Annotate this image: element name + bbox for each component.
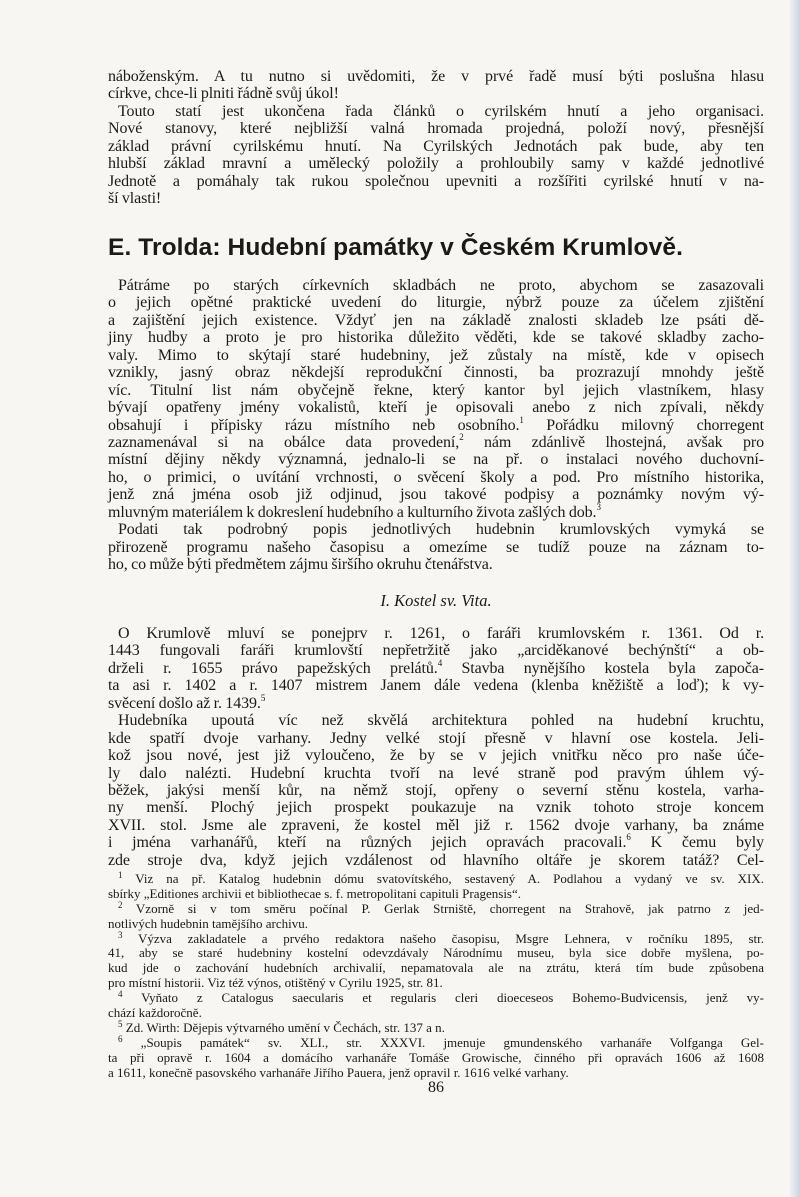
text-line: Pátráme po starých církevních skladbách ne proto, abychom se zasazovali [118, 277, 764, 294]
text-segment: mluvným materiálem k dokreslení hudebního a kulturního života zašlých dob. [108, 503, 597, 521]
footnote-1 [108, 872, 764, 887]
footnote-ref[interactable]: 6 [626, 832, 631, 843]
text-line [108, 501, 764, 521]
footnotes [108, 872, 764, 1080]
text-line [108, 834, 764, 851]
footnote-number: 5 [118, 1018, 123, 1029]
text-line: valy. Mimo to skýtají staré hudebniny, jež zůstaly na místě, kde v opisech [108, 346, 764, 364]
text-line: ší vlasti! [108, 190, 162, 208]
text-segment: i jména varhanářů, kteří na různých jejich opravách pracovali. [108, 834, 627, 852]
text-line: O Krumlově mluví se ponejprv r. 1261, o faráři krumlovském r. 1361. Od r. [118, 625, 764, 642]
text-segment: K čemu byly [650, 834, 764, 852]
footnote-6 [108, 1033, 764, 1051]
text-line: jenž zná jména osob již odjinud, jsou takové podpisy a poznámky novým vý- [108, 486, 764, 504]
article-intro [108, 277, 764, 573]
text-line: církve, chce-li plniti řádně svůj úkol! [108, 85, 339, 103]
footnote-text: Vzorně si v tom směru počínal P. Gerlak Strniště, chorregent na Strahově, jak patrno z jed- [135, 900, 765, 916]
text-segment: drželi r. 1655 právo papežských prelátů. [108, 659, 438, 677]
footnote-5 [108, 1018, 764, 1036]
footnote-number: 1 [118, 870, 123, 880]
text-line: ny menší. Plochý jejich prospekt poukazuje na vznik tohoto stroje koncem [108, 799, 764, 817]
page-edge [790, 0, 800, 1197]
footnote-4 [108, 991, 764, 1006]
footnote-line: sbírky „Editiones archivii et bibliothecae s. f. metropolitani capituli Pragensis“. [108, 885, 522, 901]
text-line: kde spatří dvoje varhany. Jedny velké stojí přesně v hlavní ose kostela. Jeli- [108, 729, 764, 747]
footnote-text: Výzva zakladatele a prvého redaktora našeho časopisu, Msgre Lehnera, v ročníku 1895, str. [137, 930, 765, 946]
footnote-ref[interactable]: 4 [437, 657, 443, 668]
text-line: hlubší základ mravní a umělecký položily a prohloubily samy v každé jednotlivé [108, 155, 764, 173]
text-segment: Stavba nynějšího kostela byla započa- [461, 659, 764, 677]
footnote-text: Viz na př. Katalog hudebnin dómu svatovítského, sestavený A. Podlahou a vydaný ve sv. XIX. [135, 871, 765, 886]
text-line: ta asi r. 1402 a r. 1407 mistrem Janem dále vedena (klenba kněžiště a loď); k vy- [108, 677, 764, 695]
footnote-2 [108, 899, 765, 917]
text-line: víc. Titulní list nám obyčejně řekne, který kantor byl jejich vlastníkem, hlasy [108, 381, 764, 399]
footnote-3 [108, 929, 765, 947]
text-line: kož jsou nové, jest již vyloučeno, že by se v jejich vnitřku něco pro naše úče- [108, 747, 764, 765]
text-line: zde stroje dva, když jejich vzdálenost od hlavního oltáře je skorem tatáž? Cel- [108, 851, 764, 869]
footnote-ref[interactable]: 2 [459, 431, 464, 442]
footnote-number: 6 [118, 1033, 123, 1044]
text-line: jiny hudby a proto je pro historika důležito věděti, kde se takové skladby zacho- [108, 329, 764, 347]
footnote-number: 2 [118, 899, 123, 910]
text-line: vznikly, jasný obraz někdejší reprodukční činnosti, ba prozrazují mnohdy ještě [108, 364, 764, 382]
footnote-line: pro místní historii. Viz též výnos, otištěný v Cyrilu 1925, str. 81. [108, 975, 443, 991]
footnote-number: 3 [118, 929, 123, 940]
text-line: Nové stanovy, které nejbližší valná hromada projedná, položí nový, přesnější [108, 120, 764, 138]
footnote-text: Zd. Wirth: Dějepis výtvarného umění v Čechách, str. 137 a n. [125, 1019, 445, 1035]
text-line: ly dalo nalézti. Hudební kruchta tvoří na levé straně pod pravým úhlem vý- [108, 764, 764, 782]
footnote-line: 41, aby se staré hudebniny kostelní odevzdávaly Národnímu museu, byla sice dobře myšlena, po- [108, 945, 764, 961]
text-line: o jejich opětné praktické uvedení do liturgie, nýbrž pouze za účelem zjištění [108, 294, 764, 312]
text-line: místní dějiny někdy významná, jednalo-li se na př. o instalaci nového duchovní- [108, 451, 764, 469]
text-line: a zajištění jejich existence. Vždyť jen na základě znalosti skladeb lze psáti dě- [108, 311, 764, 329]
text-line: náboženským. A tu nutno si uvědomiti, že v prvé řadě musí býti poslušna hlasu [108, 68, 764, 85]
footnote-ref[interactable]: 3 [596, 501, 601, 512]
text-line: Touto statí jest ukončena řada článků o cyrilském hnutí a jeho organisaci. [118, 102, 764, 120]
text-line: 1443 fungovali faráři krumlovští nepřetržitě jako „arciděkanové bechýnští“ a ob- [108, 642, 764, 660]
footnote-line: a 1611, konečně pasovského varhanáře Jiřího Pauera, jenž opravil r. 1616 velké varhany. [108, 1064, 569, 1080]
footnote-line: ta při opravě r. 1604 a domácího varhanáře Tomáše Growische, činného při opravách 1606 až 1608 [108, 1049, 764, 1065]
footnote-ref[interactable]: 5 [260, 692, 266, 703]
footnote-line: notlivých hudebnin tamějšího archivu. [108, 915, 309, 931]
text-line: běžek, jakýsi menší kůr, na němž stojí, opřeny o severní stěnu kostela, varha- [108, 781, 764, 799]
footnote-number: 4 [118, 989, 123, 1000]
paragraph-continuation [108, 68, 764, 208]
text-line [108, 657, 764, 677]
text-line: přirozeně programu našeho časopisu a omezíme se tudíž pouze na záznam to- [108, 538, 764, 556]
footnote-text: Vyňato z Catalogus saecularis et regularis cleri dioeceseos Bohemo-Budvicensis, jenž vy- [141, 990, 764, 1006]
text-segment: svěcení došlo až r. 1439. [108, 694, 261, 712]
text-line [108, 431, 764, 451]
page-number: 86 [428, 1079, 444, 1096]
section-body [108, 625, 764, 869]
text-line: Hudebníka upoutá víc než skvělá architektura pohled na hudební kruchtu, [118, 712, 764, 730]
text-segment: Pořádku milovný chorregent [546, 416, 764, 434]
article-title: E. Trolda: Hudební památky v Českém Krumlově. [108, 234, 683, 261]
footnote-ref[interactable]: 1 [519, 414, 524, 425]
text-line: Podati tak podrobný popis jednotlivých hudebnin krumlovských vymyká se [118, 521, 764, 539]
text-line [108, 414, 764, 434]
text-segment: obsahují i přípisky rázu místního neb osobního. [108, 416, 520, 434]
text-line: ho, o primici, o uvítání vrchnosti, o svěcení školy a pod. Pro místního historika, [108, 468, 764, 486]
text-segment: zaznamenával si na obálce data provedení, [108, 433, 460, 451]
footnote-line: kud jde o zachování hudebních archivalií, nepamatovala ale na ztrátu, která tím bude způsobena [108, 960, 764, 976]
text-line: ho, co může býti předmětem zájmu širšího okruhu čtenářstva. [108, 556, 493, 573]
text-line: XVII. stol. Jsme ale zpraveni, že kostel měl již r. 1562 dvoje varhany, ba známe [108, 816, 764, 834]
text-line: bývají opatřeny jmény vokalistů, kteří je opisovali anebo z nich zpívali, někdy [108, 399, 764, 417]
footnote-line: chází každoročně. [108, 1005, 202, 1021]
text-line [108, 692, 764, 712]
section-heading: I. Kostel sv. Vita. [380, 591, 492, 610]
footnote-text: „Soupis památek“ sv. XLI., str. XXXVI. jmenuje gmundenského varhanáře Volfganga Gel- [140, 1034, 764, 1050]
text-line: Jednotě a pomáhaly tak rukou společnou upevniti a rozšířiti cyrilské hnutí v na- [108, 172, 764, 190]
text-segment: nám zdánlivě lhostejná, avšak pro [484, 433, 764, 451]
text-line: základ právní cyrilskému hnutí. Na Cyrilských Jednotách pak bude, aby ten [108, 137, 764, 155]
